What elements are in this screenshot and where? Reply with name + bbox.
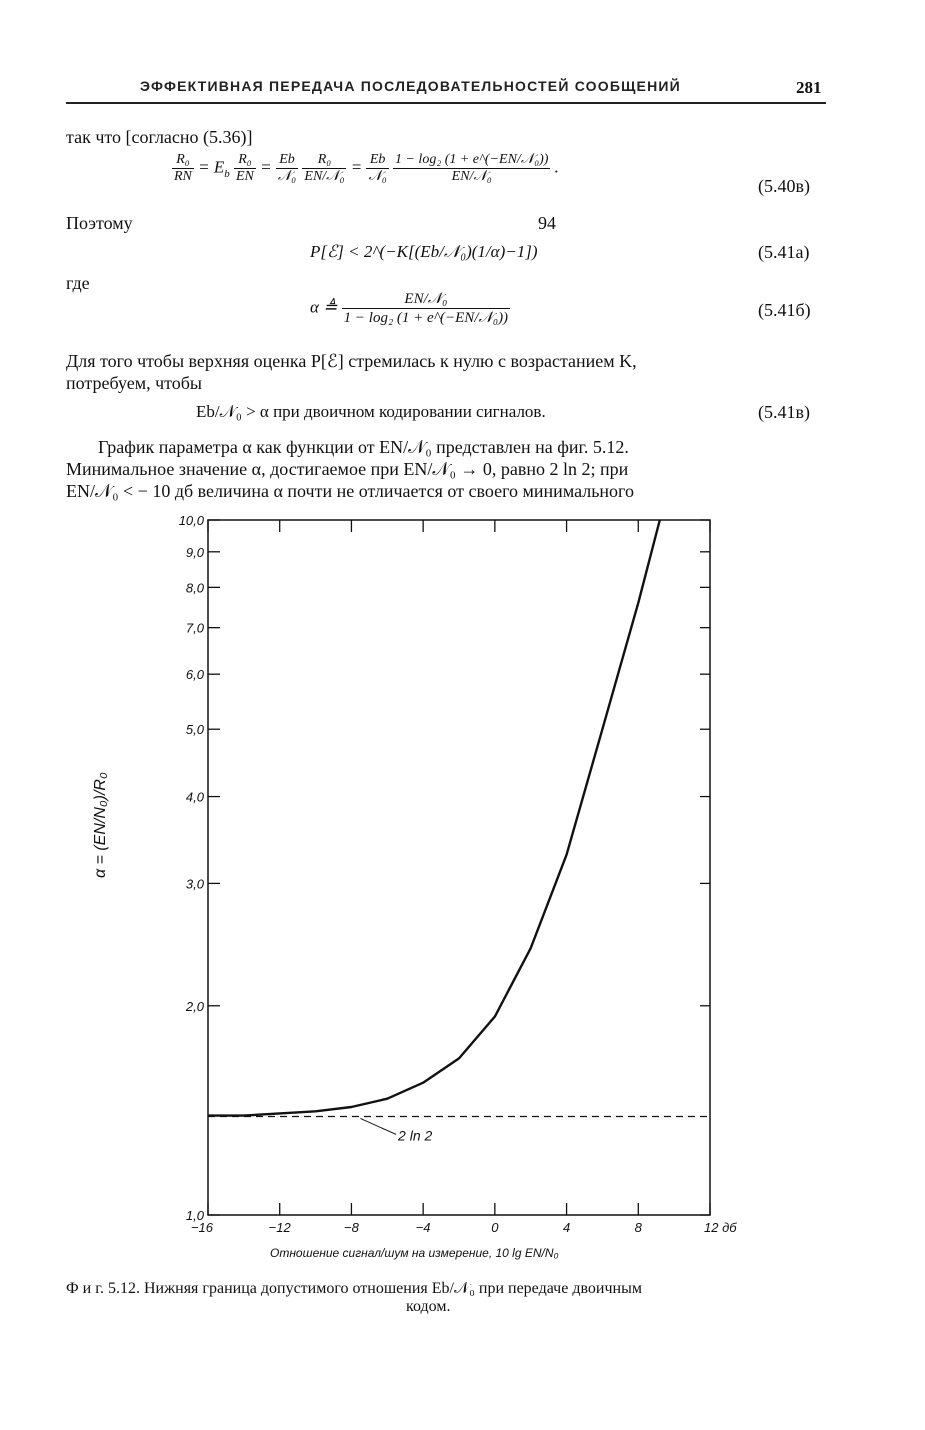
- paragraph-line-2: Минимальное значение α, достигаемое при EN/𝒩₀ → 0, равно 2 ln 2; при: [66, 459, 629, 479]
- annotation-2ln2: 2 ln 2: [398, 1127, 433, 1144]
- equation-541b: α ≜ $\frac{\text{EN/𝒩₀}}{\text{1 − log₂ (1 + e\textasciicircum{}(−EN/𝒩₀))}}$: [310, 291, 509, 326]
- stray-number: 94: [538, 213, 556, 233]
- eq540v-frac-4: $\frac{\text{R₀}}{\text{EN/𝒩₀}}$: [304, 152, 345, 184]
- running-header-title: ЭФФЕКТИВНАЯ ПЕРЕДАЧА ПОСЛЕДОВАТЕЛЬНОСТЕЙ СООБЩЕНИЙ: [140, 78, 681, 94]
- paragraph-line-1: График параметра α как функции от EN/𝒩₀ представлен на фиг. 5.12.: [98, 437, 629, 457]
- y-tick-label: 4,0: [185, 789, 204, 805]
- eq540v-frac-6: $\frac{\text{1 − log₂ (1 + e\textasciicircum{}(−EN/𝒩₀))}}{\text{EN/𝒩₀}}$: [394, 152, 549, 184]
- eq541b-frac: $\frac{\text{EN/𝒩₀}}{\text{1 − log₂ (1 + e\textasciicircum{}(−EN/𝒩₀))}}$: [343, 291, 509, 326]
- plot-frame: [208, 520, 710, 1215]
- condition-line-2: потребуем, чтобы: [66, 373, 203, 393]
- annotation-leader: [360, 1118, 396, 1134]
- x-tick-label: 0: [491, 1220, 499, 1235]
- x-axis-title: Отношение сигнал/шум на измерение, 10 lg EN/N₀: [270, 1246, 559, 1260]
- page-number: 281: [796, 78, 822, 97]
- x-tick-label: −12: [268, 1220, 291, 1235]
- y-tick-label: 2,0: [185, 998, 204, 1014]
- y-axis-title: α = (EN/N₀)/R₀: [92, 772, 109, 878]
- x-tick-label: −4: [415, 1220, 431, 1235]
- paragraph-line-3: EN/𝒩₀ < − 10 дб величина α почти не отличается от своего минимального: [66, 481, 634, 501]
- equation-541b-number: (5.41б): [758, 300, 811, 320]
- x-tick-label: −8: [344, 1220, 359, 1235]
- eq540v-frac-2: $\frac{\text{R₀}}{EN}$: [236, 152, 254, 184]
- y-tick-label: 3,0: [185, 876, 204, 892]
- equation-541a: P[ℰ] < 2^(−K[(Eb/𝒩₀)(1/α)−1]): [310, 242, 538, 261]
- x-tick-label: 12 дб: [704, 1220, 737, 1235]
- y-tick-label: 10,0: [178, 513, 204, 528]
- intro-text: так что [согласно (5.36)]: [66, 127, 253, 147]
- equation-540v: $\frac{\text{R₀}}{RN}$ = $E_b$ $\frac{\text{R₀}}{EN}$ = $\frac{Eb}{\text{𝒩₀}}$ $\frac{\text{R₀}}{\text{EN/𝒩₀}}$ = $\frac{Eb}{\text{𝒩₀}}$ $\frac{\text{1 − log₂ (1 + e\textasciicircum{}(−EN/𝒩₀))}}{\text{EN/𝒩₀}}$ .: [174, 152, 559, 184]
- where-text: где: [66, 273, 90, 293]
- y-tick-label: 1,0: [185, 1208, 204, 1223]
- equation-541v-number: (5.41в): [758, 402, 810, 422]
- condition-line-1: Для того чтобы верхняя оценка P[ℰ] стремилась к нулю с возрастанием K,: [66, 351, 637, 371]
- figure-caption-line-2: кодом.: [406, 1298, 451, 1315]
- equation-541v: Eb/𝒩₀ > α при двоичном кодировании сигналов.: [196, 402, 546, 421]
- therefore-text: Поэтому: [66, 213, 133, 233]
- x-tick-label: 8: [634, 1220, 642, 1235]
- eq540v-frac-5: $\frac{Eb}{\text{𝒩₀}}$: [368, 152, 387, 184]
- figure-caption-line-1: Ф и г. 5.12. Нижняя граница допустимого отношения Eb/𝒩₀ при передаче двоичным: [66, 1280, 642, 1297]
- x-tick-label: 4: [562, 1220, 571, 1235]
- equation-541a-number: (5.41а): [758, 242, 810, 262]
- eq540v-frac-3: $\frac{Eb}{\text{𝒩₀}}$: [277, 152, 297, 184]
- y-tick-label: 9,0: [185, 544, 204, 560]
- x-tick-label: −16: [190, 1220, 214, 1235]
- y-tick-label: 8,0: [185, 580, 204, 596]
- y-tick-label: 6,0: [185, 667, 204, 683]
- alpha-curve: [208, 520, 660, 1116]
- eq540v-frac-lhs: $\frac{\text{R₀}}{RN}$: [174, 152, 192, 184]
- y-tick-label: 5,0: [185, 722, 204, 738]
- y-tick-label: 7,0: [185, 620, 204, 636]
- equation-540v-number: (5.40в): [758, 176, 810, 196]
